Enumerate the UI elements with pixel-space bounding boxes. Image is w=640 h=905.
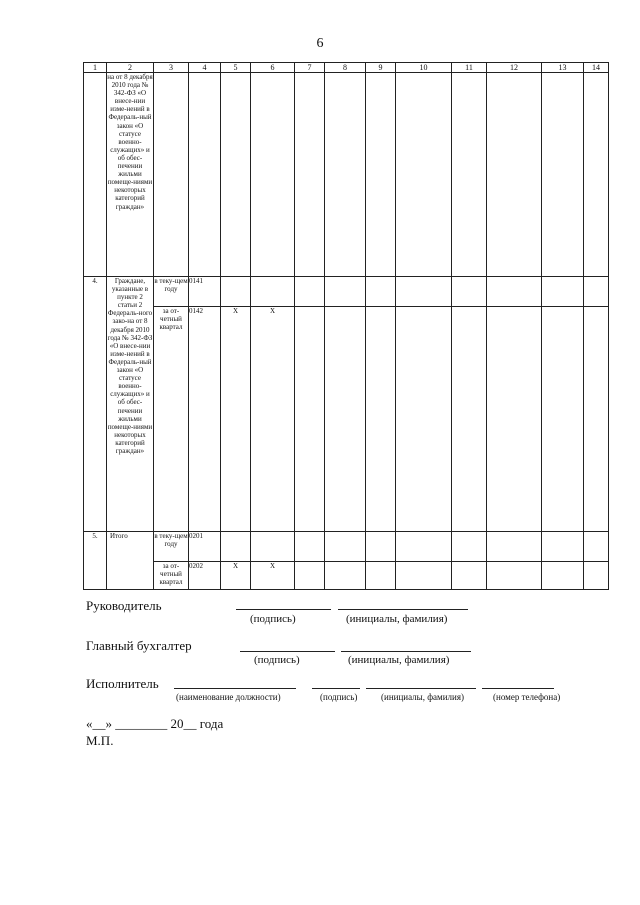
page-number: 6 (316, 36, 324, 51)
x-mark: X (251, 562, 295, 590)
accountant-name-line[interactable] (341, 651, 471, 652)
head-signature-line[interactable] (236, 609, 331, 610)
row-label: Граждане, указанные в пункте 2 статьи 2 Федераль-ного зако-на от 8 декабря 2010 года № 342-ФЗ «О внесе-нии изме-нений в Федераль-ный закон «О статусе военно-служащих» и об обес-печении жильми помеще-ниями некоторых категорий граждан» (107, 277, 154, 532)
column-header: 9 (366, 63, 396, 73)
x-mark: X (221, 307, 251, 532)
row-label: на от 8 декабря 2010 года № 342-ФЗ «О внесе-нии изме-нений в Федераль-ный закон «О статусе военно-служащих» и об обес-печении жильми помеще-ниями некоторых категорий граждан» (107, 73, 154, 277)
x-mark: X (221, 562, 251, 590)
column-header: 6 (251, 63, 295, 73)
column-header: 12 (487, 63, 542, 73)
accountant-signature-caption: (подпись) (254, 654, 300, 666)
column-header: 8 (325, 63, 366, 73)
line-code: 0142 (189, 307, 221, 532)
head-name-caption: (инициалы, фамилия) (346, 613, 448, 625)
executor-phone-line[interactable] (482, 688, 554, 689)
column-header: 1 (84, 63, 107, 73)
column-header: 5 (221, 63, 251, 73)
period-cell: за от-четный квартал (154, 562, 189, 590)
row-label: Итого (107, 532, 154, 590)
column-header: 14 (584, 63, 609, 73)
table-row (84, 562, 609, 590)
period-cell: в теку-щем году (154, 277, 189, 307)
column-header: 10 (396, 63, 452, 73)
executor-position-caption: (наименование должности) (176, 692, 281, 702)
table-row (84, 307, 609, 532)
column-header: 3 (154, 63, 189, 73)
period-cell: за от-четный квартал (154, 307, 189, 532)
table-row (84, 73, 609, 277)
head-signature-caption: (подпись) (250, 613, 296, 625)
x-mark: X (251, 307, 295, 532)
column-header: 2 (107, 63, 154, 73)
executor-phone-caption: (номер телефона) (493, 692, 561, 702)
executor-name-caption: (инициалы, фамилия) (381, 692, 464, 702)
report-table (83, 62, 609, 590)
column-header: 7 (295, 63, 325, 73)
date-line: «__» ________ 20__ года (86, 716, 224, 731)
executor-position-line[interactable] (174, 688, 296, 689)
head-label: Руководитель (86, 598, 162, 613)
executor-signature-line[interactable] (312, 688, 360, 689)
row-number: 4. (84, 277, 107, 532)
table-row (84, 277, 609, 307)
accountant-signature-line[interactable] (240, 651, 335, 652)
executor-label: Исполнитель (86, 676, 159, 691)
stamp-place: М.П. (86, 733, 114, 748)
executor-signature-caption: (подпись) (320, 692, 358, 702)
table-row (84, 532, 609, 562)
head-name-line[interactable] (338, 609, 468, 610)
row-number: 5. (84, 532, 107, 590)
line-code: 0202 (189, 562, 221, 590)
line-code: 0141 (189, 277, 221, 307)
executor-name-line[interactable] (366, 688, 476, 689)
column-header: 13 (542, 63, 584, 73)
line-code: 0201 (189, 532, 221, 562)
period-cell: в теку-щем году (154, 532, 189, 562)
accountant-name-caption: (инициалы, фамилия) (348, 654, 450, 666)
accountant-label: Главный бухгалтер (86, 638, 192, 653)
column-header: 4 (189, 63, 221, 73)
column-number-row (84, 63, 609, 73)
column-header: 11 (452, 63, 487, 73)
